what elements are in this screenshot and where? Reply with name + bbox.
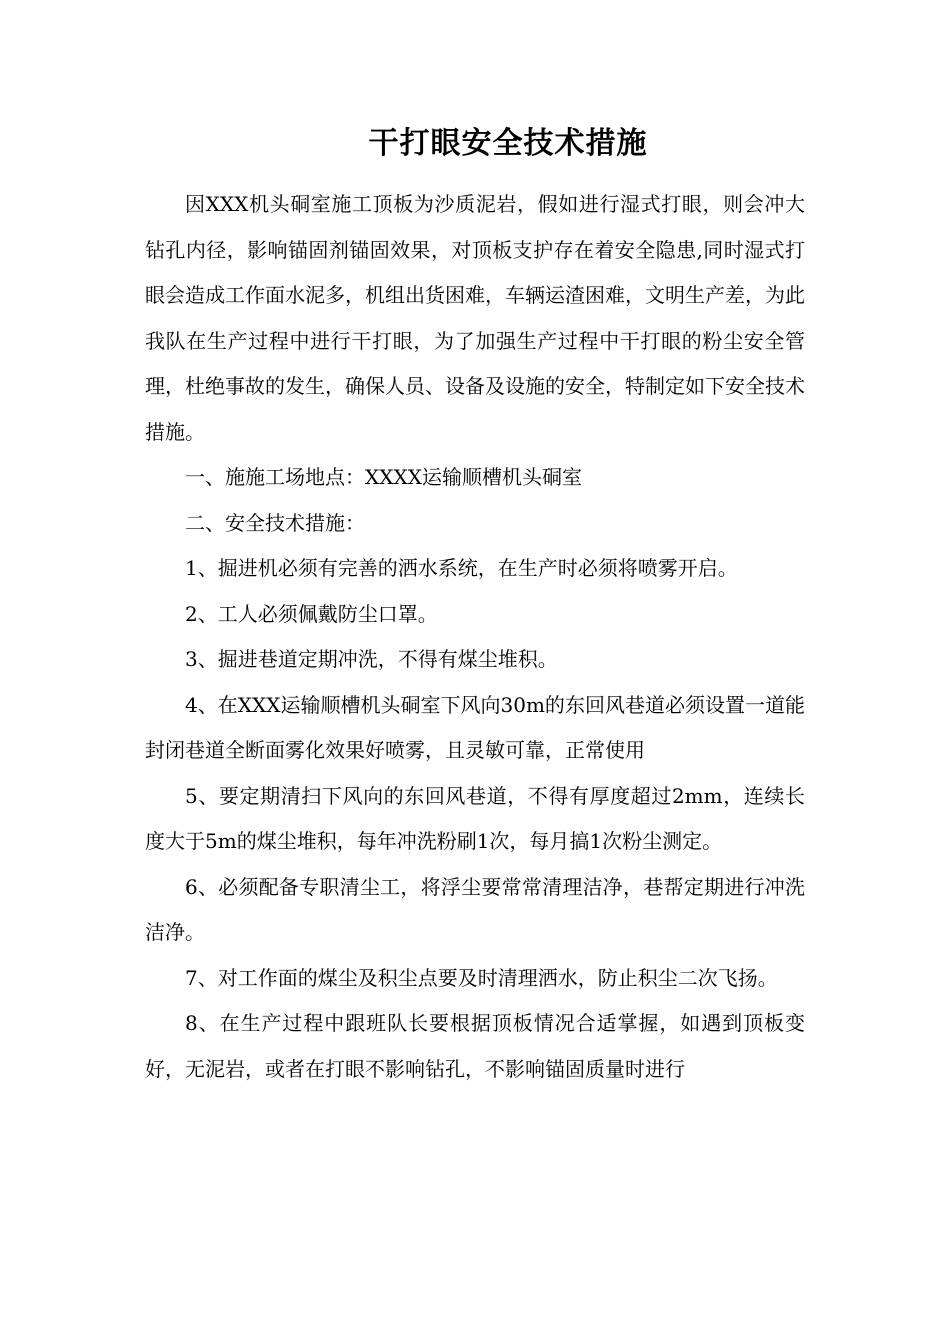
section-measures-heading: 二、安全技术措施： <box>185 510 365 535</box>
measure-item-3: 3、掘进巷道定期冲洗，不得有煤尘堆积。 <box>185 647 558 671</box>
measure-item-7: 7、对工作面的煤尘及积尘点要及时清理洒水，防止积尘二次飞扬。 <box>185 965 778 990</box>
measure-item-8: 8、在生产过程中跟班队长要根据顶板情况合适掌握，如遇到顶板变好，无泥岩，或者在打眼不影响钻孔，不影响锚固质量时进行 <box>145 1011 805 1081</box>
measure-item-5: 5、要定期清扫下风向的东回风巷道，不得有厚度超过2mm，连续长度大于5m的煤尘堆积，每年冲洗粉刷1次，每月搞1次粉尘测定。 <box>145 783 805 853</box>
document-body <box>145 182 805 1092</box>
document-title: 干打眼安全技术措施 <box>368 126 648 161</box>
measure-item-2: 2、工人必须佩戴防尘口罩。 <box>185 601 438 626</box>
measure-item-6: 6、必须配备专职清尘工，将浮尘要常常清理洁净，巷帮定期进行冲洗洁净。 <box>145 874 805 944</box>
section-location: 一、施施工场地点：XXXX运输顺槽机头硐室 <box>185 465 582 489</box>
measure-item-1: 1、掘进机必须有完善的洒水系统，在生产时必须将喷雾开启。 <box>185 556 738 580</box>
intro-paragraph: 因XXX机头硐室施工顶板为沙质泥岩，假如进行湿式打眼，则会冲大钻孔内径，影响锚固剂锚固效果，对顶板支护存在着安全隐患,同时湿式打眼会造成工作面水泥多，机组出货困难，车辆运渣困难，文明生产差，为此我队在生产过程中进行干打眼，为了加强生产过程中干打眼的粉尘安全管理，杜绝事故的发生，确保人员、设备及设施的安全，特制定如下安全技术措施。 <box>145 192 805 444</box>
measure-item-4: 4、在XXX运输顺槽机头硐室下风向30m的东回风巷道必须设置一道能封闭巷道全断面雾化效果好喷雾，且灵敏可靠，正常使用 <box>145 692 805 762</box>
